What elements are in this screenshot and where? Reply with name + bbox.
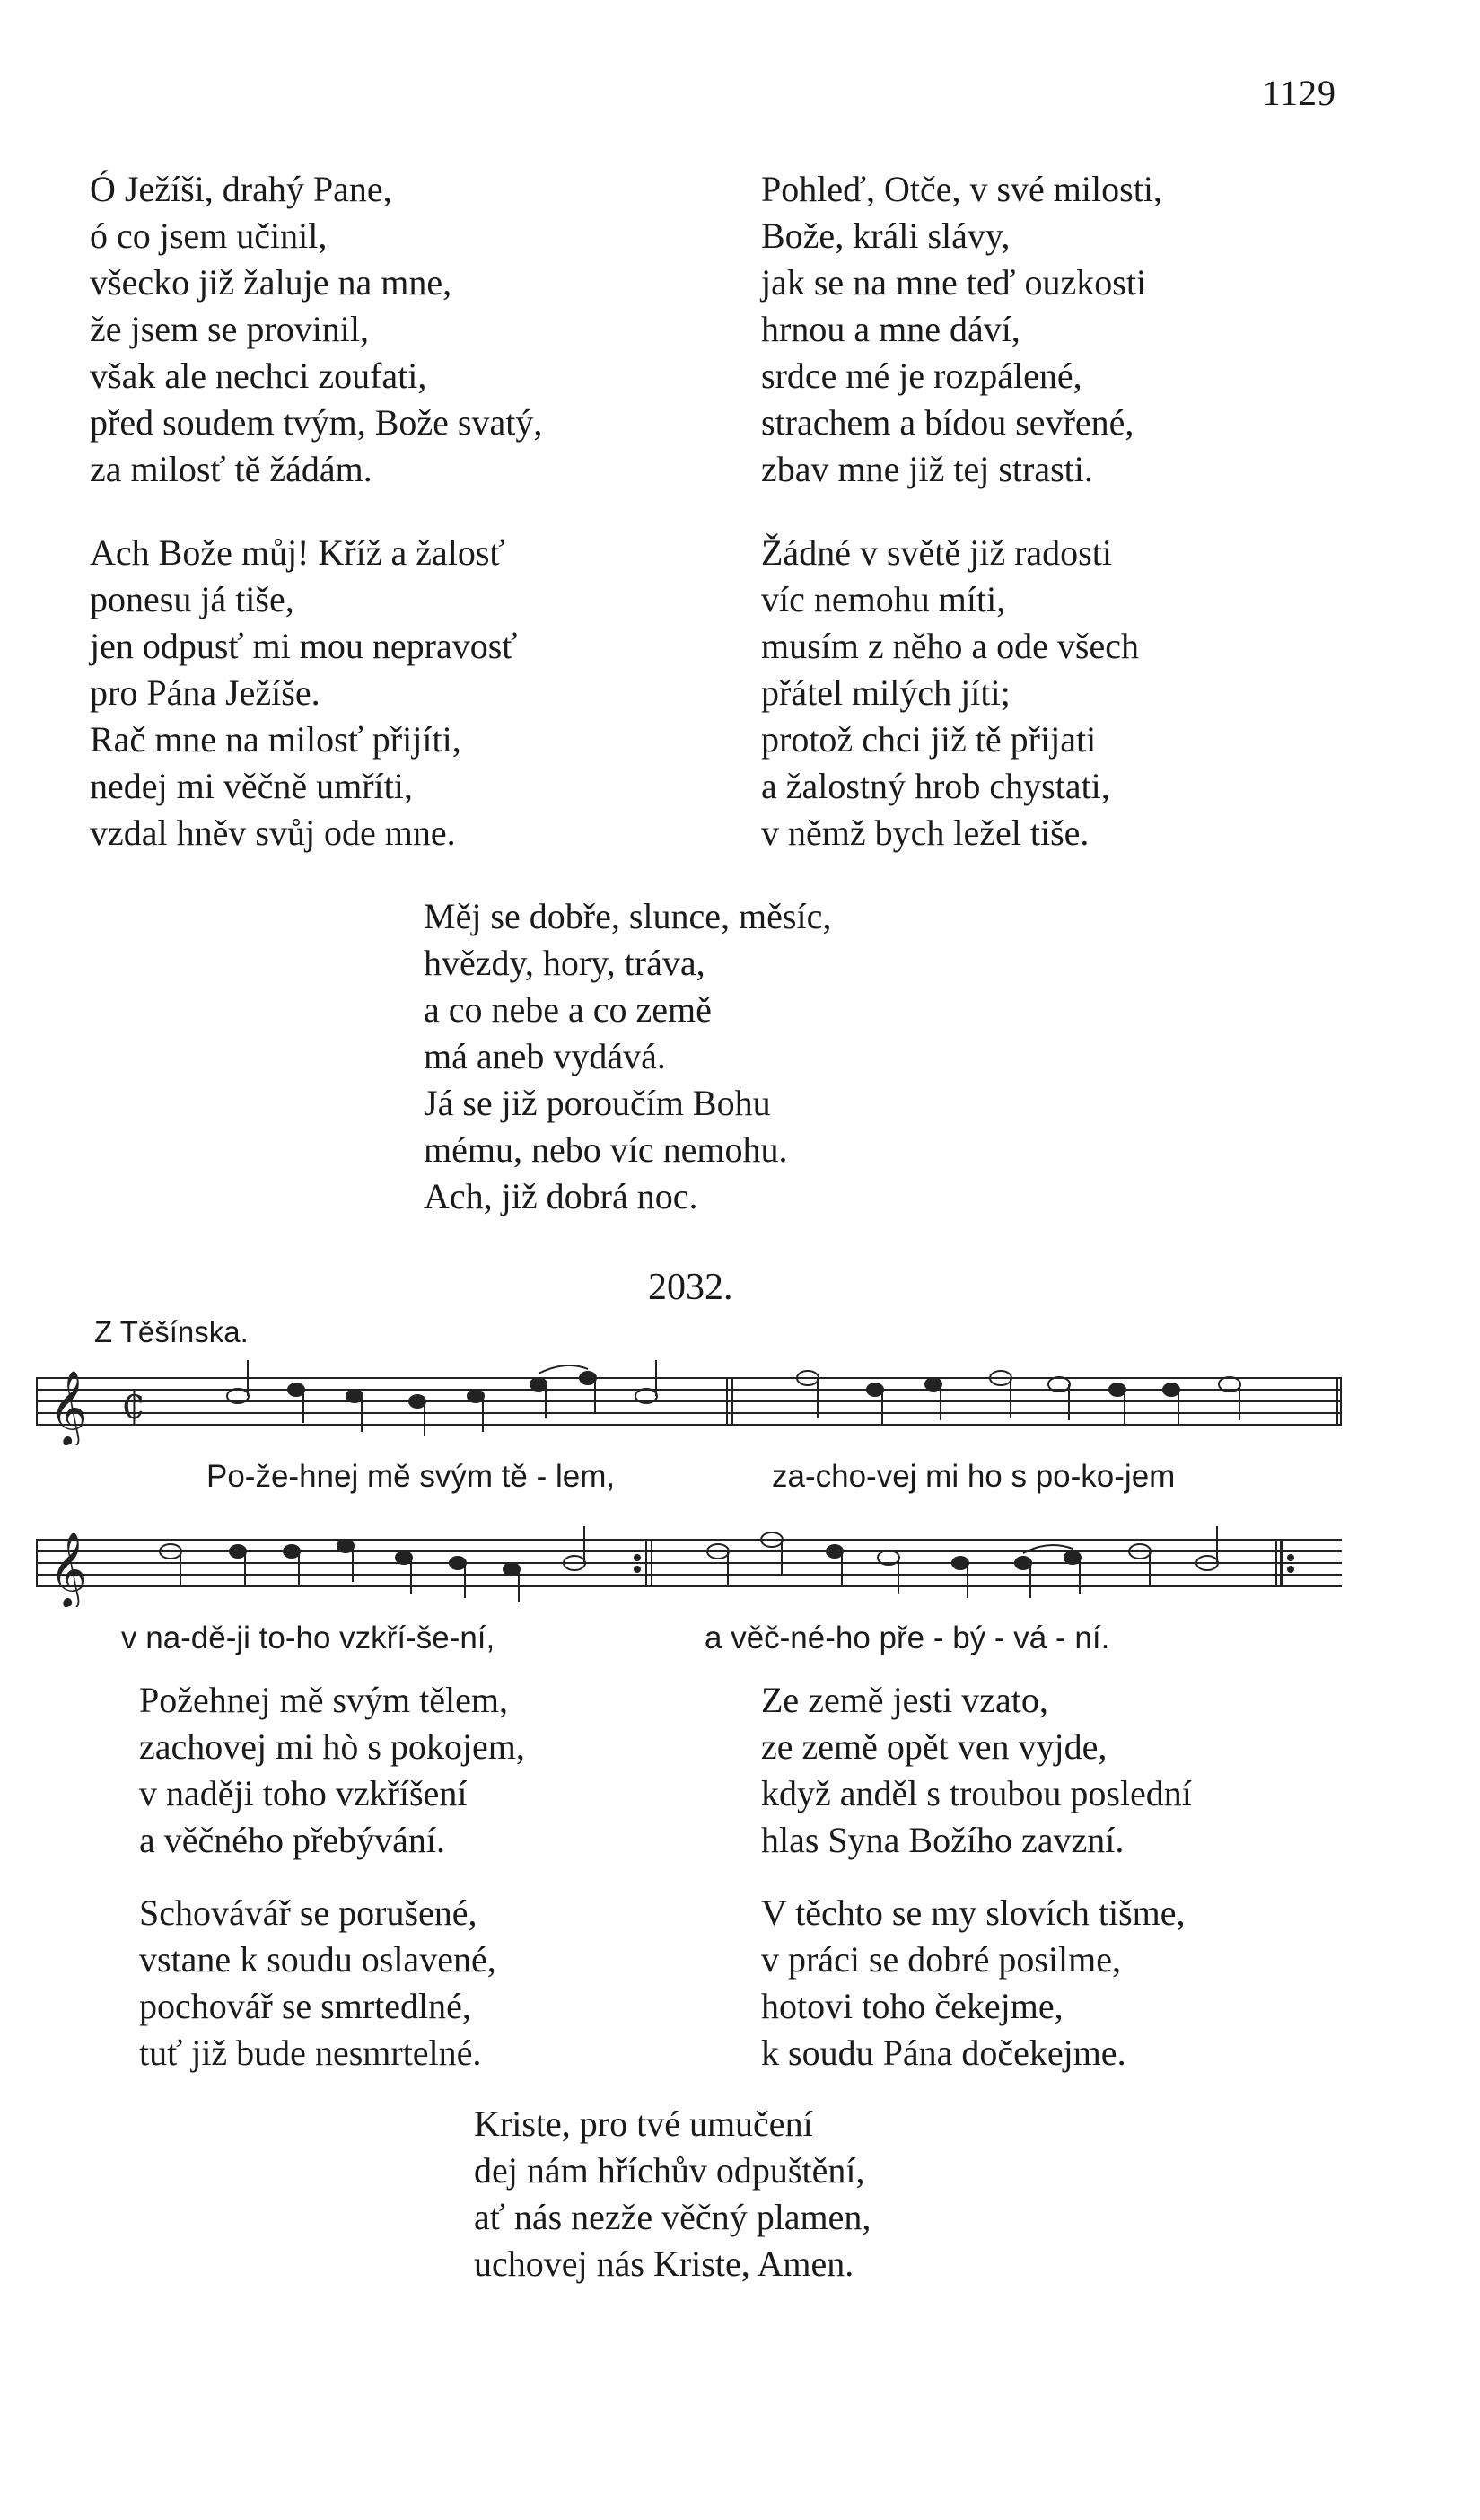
verse-line: musím z něho a ode všech	[761, 626, 1139, 666]
verse-line: ponesu já tiše,	[90, 579, 294, 619]
verse-line: srdce mé je rozpálené,	[761, 356, 1082, 396]
note	[504, 1563, 520, 1576]
verse-line: jak se na mne teď ouzkosti	[761, 262, 1147, 303]
note	[468, 1390, 484, 1402]
stanza-6	[139, 1677, 525, 1864]
note	[925, 1378, 941, 1391]
note	[530, 1378, 547, 1391]
verse-line: Ach Bože můj! Kříž a žalosť	[90, 532, 505, 573]
verse-line: V těchto se my slovích tišme,	[761, 1892, 1186, 1933]
verse-line: Rač mne na milosť přijíti,	[90, 719, 461, 760]
verse-line: Požehnej mě svým tělem,	[139, 1680, 509, 1720]
song-number: 2032.	[648, 1267, 733, 1308]
note	[230, 1545, 246, 1558]
verse-line: Měj se dobře, slunce, měsíc,	[424, 896, 832, 936]
verse-line: pro Pána Ježíše.	[90, 672, 320, 713]
verse-line: hrnou a mne dáví,	[761, 309, 1020, 349]
verse-line: Schovávář se porušené,	[139, 1892, 477, 1933]
verse-line: Ó Ježíši, drahý Pane,	[90, 169, 392, 209]
note	[580, 1372, 596, 1384]
verse-line: dej nám hříchův odpuštění,	[474, 2150, 865, 2191]
stanza-1	[90, 166, 542, 493]
verse-line: že jsem se provinil,	[90, 309, 370, 349]
verse-line: v práci se dobré posilme,	[761, 1939, 1121, 1980]
note	[1109, 1383, 1125, 1396]
stanza-9	[761, 1890, 1186, 2077]
stanza-3	[761, 166, 1162, 493]
note	[867, 1383, 883, 1396]
lyrics-line-2a: v na-dě-ji to-ho vzkří-še-ní,	[121, 1620, 495, 1655]
verse-line: však ale nechci zoufati,	[90, 356, 427, 396]
verse-line: vstane k soudu oslavené,	[139, 1939, 496, 1980]
verse-line: Ach, již dobrá noc.	[424, 1176, 698, 1216]
cut-time-icon: ₵	[121, 1383, 145, 1427]
verse-line: Ze země jesti vzato,	[761, 1680, 1048, 1720]
verse-line: protož chci již tě přijati	[761, 719, 1097, 760]
verse-line: Já se již poroučím Bohu	[424, 1083, 771, 1123]
verse-line: tuť již bude nesmrtelné.	[139, 2033, 482, 2073]
lyrics-line-1a: Po-že-hnej mě svým tě - lem,	[206, 1459, 616, 1494]
treble-clef-icon: 𝄞	[49, 1531, 88, 1606]
stanza-4	[761, 530, 1139, 856]
lyrics-line-2b: a věč-né-ho pře - bý - vá - ní.	[705, 1620, 1110, 1655]
verse-line: má aneb vydává.	[424, 1036, 666, 1076]
stanza-10	[474, 2101, 871, 2287]
note	[337, 1540, 354, 1552]
note	[1163, 1383, 1179, 1396]
note	[288, 1383, 304, 1396]
note	[1015, 1557, 1031, 1569]
verse-line: k soudu Pána dočekejme.	[761, 2033, 1126, 2073]
verse-line: nedej mi věčně umříti,	[90, 766, 413, 806]
note	[396, 1551, 412, 1564]
note	[450, 1557, 466, 1569]
verse-line: a co nebe a co země	[424, 989, 712, 1030]
verse-line: hvězdy, hory, tráva,	[424, 943, 705, 983]
stanza-7	[139, 1890, 496, 2077]
note	[409, 1395, 425, 1408]
note	[827, 1545, 843, 1558]
verse-line: hlas Syna Božího zavzní.	[761, 1820, 1125, 1860]
verse-line: ó co jsem učinil,	[90, 215, 328, 256]
verse-line: a žalostný hrob chystati,	[761, 766, 1110, 806]
verse-line: a věčného přebývání.	[139, 1820, 445, 1860]
verse-line: Kriste, pro tvé umučení	[474, 2103, 813, 2144]
verse-line: za milosť tě žádám.	[90, 449, 372, 489]
stanza-8	[761, 1677, 1192, 1864]
lyrics-line-1b: za-cho-vej mi ho s po-ko-jem	[772, 1459, 1176, 1494]
verse-line: zbav mne již tej strasti.	[761, 449, 1093, 489]
note	[346, 1390, 363, 1402]
song-origin: Z Těšínska.	[94, 1315, 249, 1348]
verse-line: Žádné v světě již radosti	[761, 532, 1112, 573]
music-staff-2	[36, 1517, 1342, 1607]
verse-line: hotovi toho čekejme,	[761, 1986, 1064, 2026]
verse-line: uchovej nás Kriste, Amen.	[474, 2243, 854, 2284]
page-number: 1129	[1262, 73, 1336, 113]
verse-line: když anděl s troubou poslední	[761, 1773, 1192, 1813]
verse-line: v naději toho vzkříšení	[139, 1773, 468, 1813]
stanza-2	[90, 530, 517, 856]
verse-line: jen odpusť mi mou nepravosť	[90, 626, 518, 666]
verse-line: Pohleď, Otče, v své milosti,	[761, 169, 1162, 209]
verse-line: Bože, králi slávy,	[761, 215, 1011, 256]
verse-line: mému, nebo víc nemohu.	[424, 1129, 788, 1170]
verse-line: v němž bych ležel tiše.	[761, 812, 1090, 853]
verse-line: ze země opět ven vyjde,	[761, 1726, 1108, 1767]
note	[1064, 1551, 1081, 1564]
verse-line: zachovej mi hò s pokojem,	[139, 1726, 525, 1767]
verse-line: pochovář se smrtedlné,	[139, 1986, 471, 2026]
verse-line: strachem a bídou sevřené,	[761, 402, 1134, 443]
verse-line: všecko již žaluje na mne,	[90, 262, 452, 303]
verse-line: vzdal hněv svůj ode mne.	[90, 812, 456, 853]
verse-line: ať nás nezže věčný plamen,	[474, 2197, 871, 2237]
verse-line: přátel milých jíti;	[761, 672, 1011, 713]
verse-line: před soudem tvým, Bože svatý,	[90, 402, 543, 443]
music-staff-1	[36, 1356, 1342, 1445]
verse-line: víc nemohu míti,	[761, 579, 1006, 619]
treble-clef-icon: 𝄞	[49, 1369, 88, 1444]
note	[284, 1545, 300, 1558]
note	[952, 1557, 968, 1569]
stanza-5	[424, 893, 831, 1220]
